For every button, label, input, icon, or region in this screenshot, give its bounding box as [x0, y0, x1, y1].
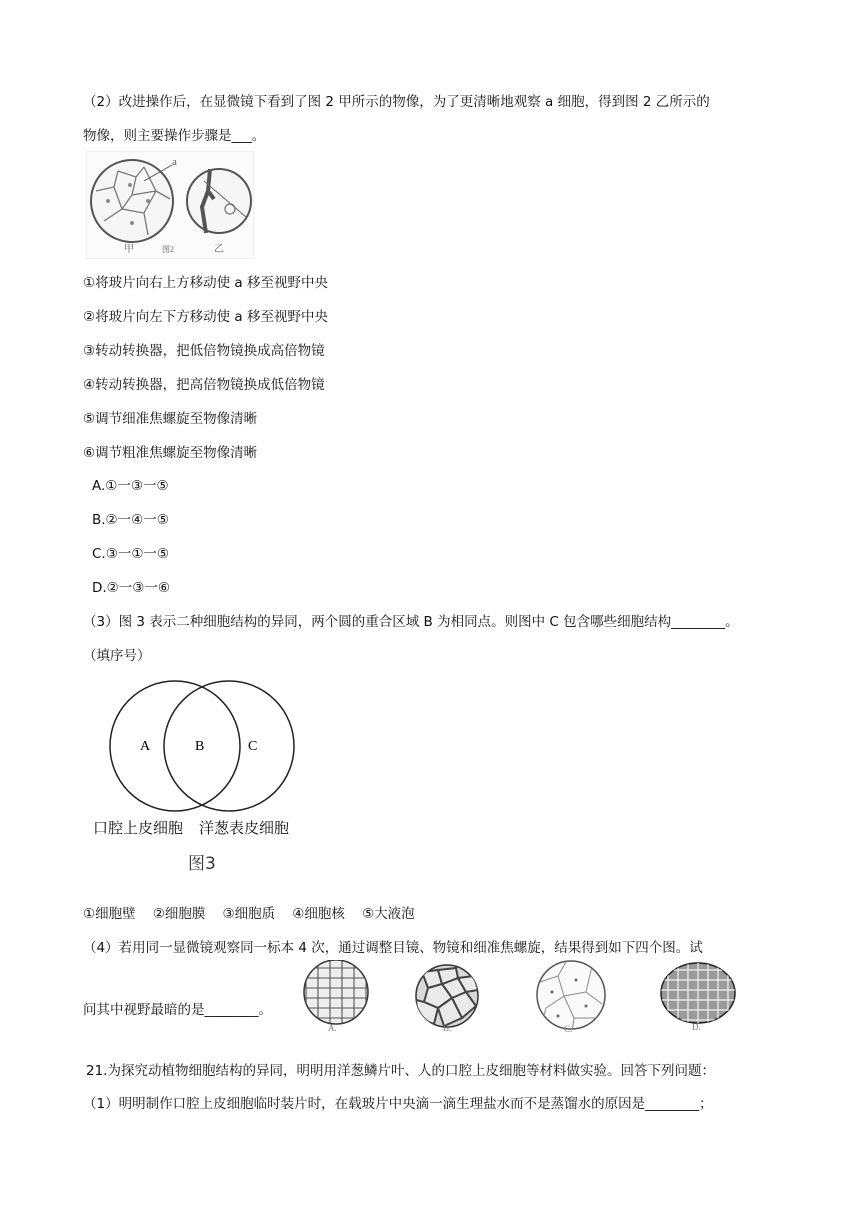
choice-c[interactable]: C.③一①一⑤ [92, 546, 170, 562]
circle-oral-cell [110, 681, 240, 811]
choice-a[interactable]: A.①一③一⑤ [92, 478, 169, 494]
region-b: B [195, 739, 205, 754]
view-label-b: B. [443, 1023, 452, 1032]
label-oral-epithelial-cell: 口腔上皮细胞 [93, 819, 184, 837]
q20-part2-line1: （2）改进操作后，在显微镜下看到了图 2 甲所示的物像，为了更清晰地观察 a 细胞，得到图 2 乙所示的 [83, 94, 710, 110]
label-jia: 甲 [124, 244, 134, 255]
view-jia [91, 160, 173, 242]
q20-part4-line2: 问其中视野最暗的是________。 [83, 1002, 272, 1018]
q20-part3-line1: （3）图 3 表示二种细胞结构的异同，两个圆的重合区域 B 为相同点。则图中 C 包含哪些细胞结构________。 [83, 614, 739, 630]
view-yi [187, 169, 251, 233]
region-c: C [248, 739, 258, 754]
step-1: ①将玻片向右上方移动使 a 移至视野中央 [83, 275, 328, 291]
step-5: ⑤调节细准焦螺旋至物像清晰 [83, 411, 258, 427]
view-c [537, 961, 605, 1032]
q21-part1: （1）明明制作口腔上皮细胞临时装片时，在载玻片中央滴一滴生理盐水而不是蒸馏水的原因是________； [83, 1096, 713, 1112]
step-3: ③转动转换器，把低倍物镜换成高倍物镜 [83, 343, 325, 359]
figure-2-caption: 图2 [162, 245, 174, 254]
view-label-c: C. [564, 1024, 573, 1032]
figure-4-fields-of-view [296, 960, 746, 1032]
choice-d[interactable]: D.②一③一⑥ [92, 580, 170, 596]
choice-b[interactable]: B.②一④一⑤ [92, 512, 169, 528]
view-label-d: D. [692, 1022, 701, 1032]
view-b [416, 965, 478, 1027]
q20-part2-line2: 物像，则主要操作步骤是___。 [83, 128, 266, 144]
region-a: A [140, 739, 151, 754]
view-a [296, 960, 376, 1030]
circle-onion-cell [164, 681, 294, 811]
view-label-a: A. [328, 1023, 337, 1032]
step-4: ④转动转换器，把高倍物镜换成低倍物镜 [83, 377, 325, 393]
label-a: a [172, 156, 177, 168]
cell-structure-list: ①细胞壁 ②细胞膜 ③细胞质 ④细胞核 ⑤大液泡 [83, 906, 415, 922]
figure-3-caption: 图3 [188, 854, 216, 874]
figure-2-microscope-views [86, 151, 254, 259]
step-6: ⑥调节粗准焦螺旋至物像清晰 [83, 445, 258, 461]
q20-part4-line1: （4）若用同一显微镜观察同一标本 4 次，通过调整目镜、物镜和细准焦螺旋，结果得到如下四个图。试 [83, 940, 703, 956]
step-2: ②将玻片向左下方移动使 a 移至视野中央 [83, 309, 328, 325]
q20-part3-line2: （填序号） [83, 648, 151, 664]
view-d [656, 960, 740, 1030]
label-onion-epidermal-cell: 洋葱表皮细胞 [199, 819, 290, 837]
figure-3-venn-diagram [88, 680, 308, 875]
label-yi: 乙 [214, 244, 224, 255]
q21-intro: 21.为探究动植物细胞结构的异同，明明用洋葱鳞片叶、人的口腔上皮细胞等材料做实验。回答下列问题： [86, 1063, 715, 1079]
